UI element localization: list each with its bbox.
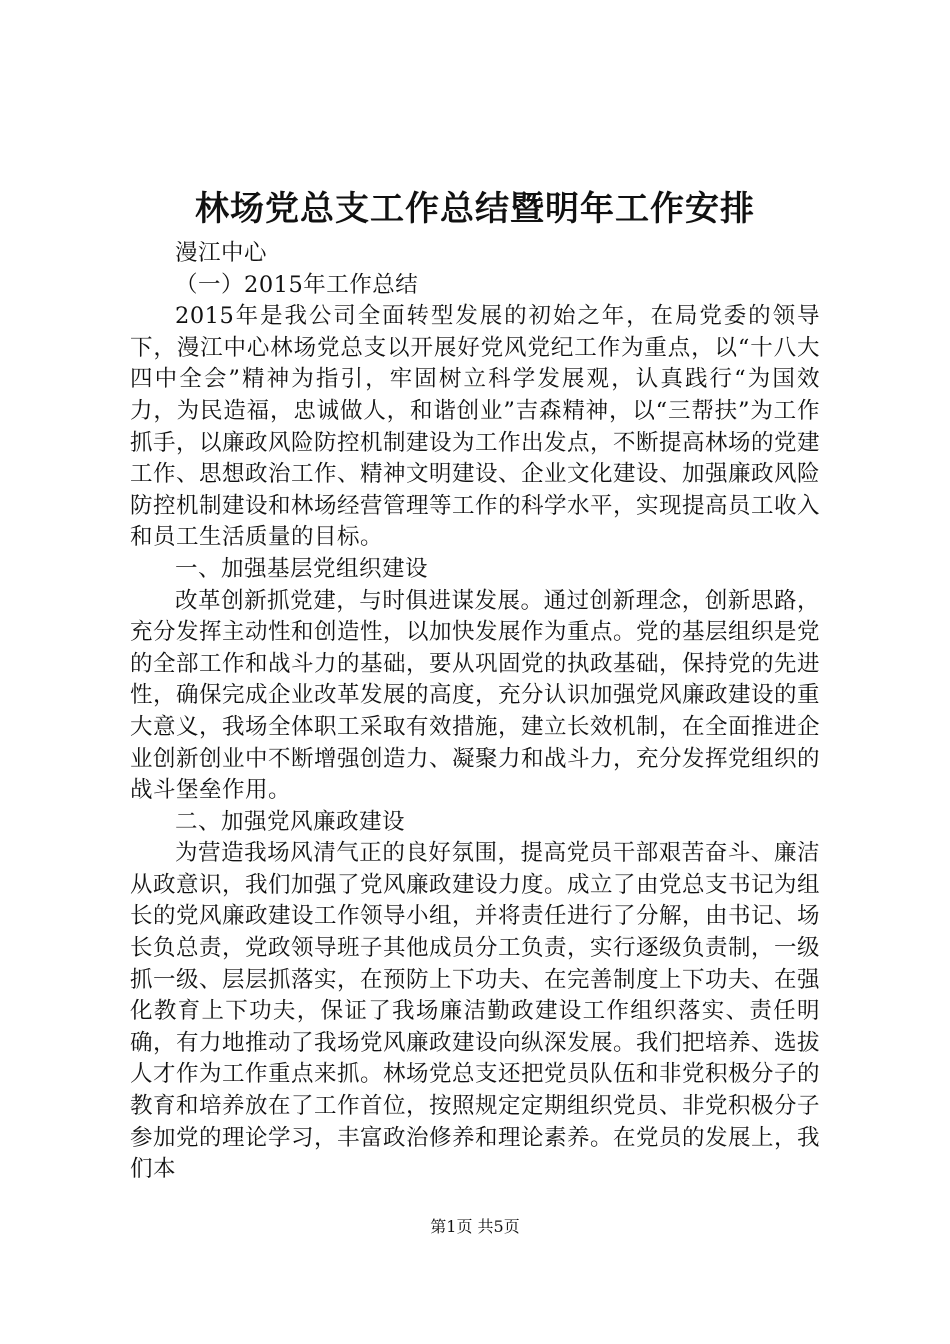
heading-clean-governance: 二、加强党风廉政建设 (175, 808, 406, 835)
paragraph-clean-governance: 为营造我场风清气正的良好氛围，提高党员干部艰苦奋斗、廉洁从政意识，我们加强了党风廉政建设力度。成立了由党总支书记为组长的党风廉政建设工作领导小组，并将责任进行了分解，由书记、场长负总责，党政领导班子其他成员分工负责，实行逐级负责制，一级抓一级、层层抓落实，在预防上下功夫、在完善制度上下功夫、在强化教育上下功夫，保证了我场廉洁勤政建设工作组织落实、责任明确，有力地推动了我场党风廉政建设向纵深发展。我们把培养、选拔人才作为工作重点来抓。林场党总支还把党员队伍和非党积极分子的教育和培养放在了工作首位，按照规定定期组织党员、非党积极分子参加党的理论学习，丰富政治修养和理论素养。在党员的发展上，我们本 (130, 840, 821, 1183)
document-body (130, 238, 820, 1186)
document-title: 林场党总支工作总结暨明年工作安排 (195, 189, 755, 229)
author-line: 漫江中心 (175, 240, 268, 266)
page-footer: 第1页 共5页 (430, 1217, 520, 1236)
paragraph-party-organization: 改革创新抓党建，与时俱进谋发展。通过创新理念，创新思路，充分发挥主动性和创造性，以加快发展作为重点。党的基层组织是党的全部工作和战斗力的基础，要从巩固党的执政基础，保持党的先进性，确保完成企业改革发展的高度，充分认识加强党风廉政建设的重大意义，我场全体职工采取有效措施，建立长效机制，在全面推进企业创新创业中不断增强创造力、凝聚力和战斗力，充分发挥党组织的战斗堡垒作用。 (130, 587, 821, 804)
heading-party-organization: 一、加强基层党组织建设 (175, 555, 429, 582)
paragraph-intro: 2015年是我公司全面转型发展的初始之年，在局党委的领导下，漫江中心林场党总支以开展好党风党纪工作为重点，以“十八大四中全会”精神为指引，牢固树立科学发展观，认真践行“为国效力，为民造福，忠诚做人，和谐创业”吉森精神，以“三帮扶”为工作抓手，以廉政风险防控机制建设为工作出发点，不断提高林场的党建工作、思想政治工作、精神文明建设、企业文化建设、加强廉政风险防控机制建设和林场经营管理等工作的科学水平，实现提高员工收入和员工生活质量的目标。 (130, 303, 821, 551)
section-heading: （一）2015年工作总结 (175, 271, 419, 298)
